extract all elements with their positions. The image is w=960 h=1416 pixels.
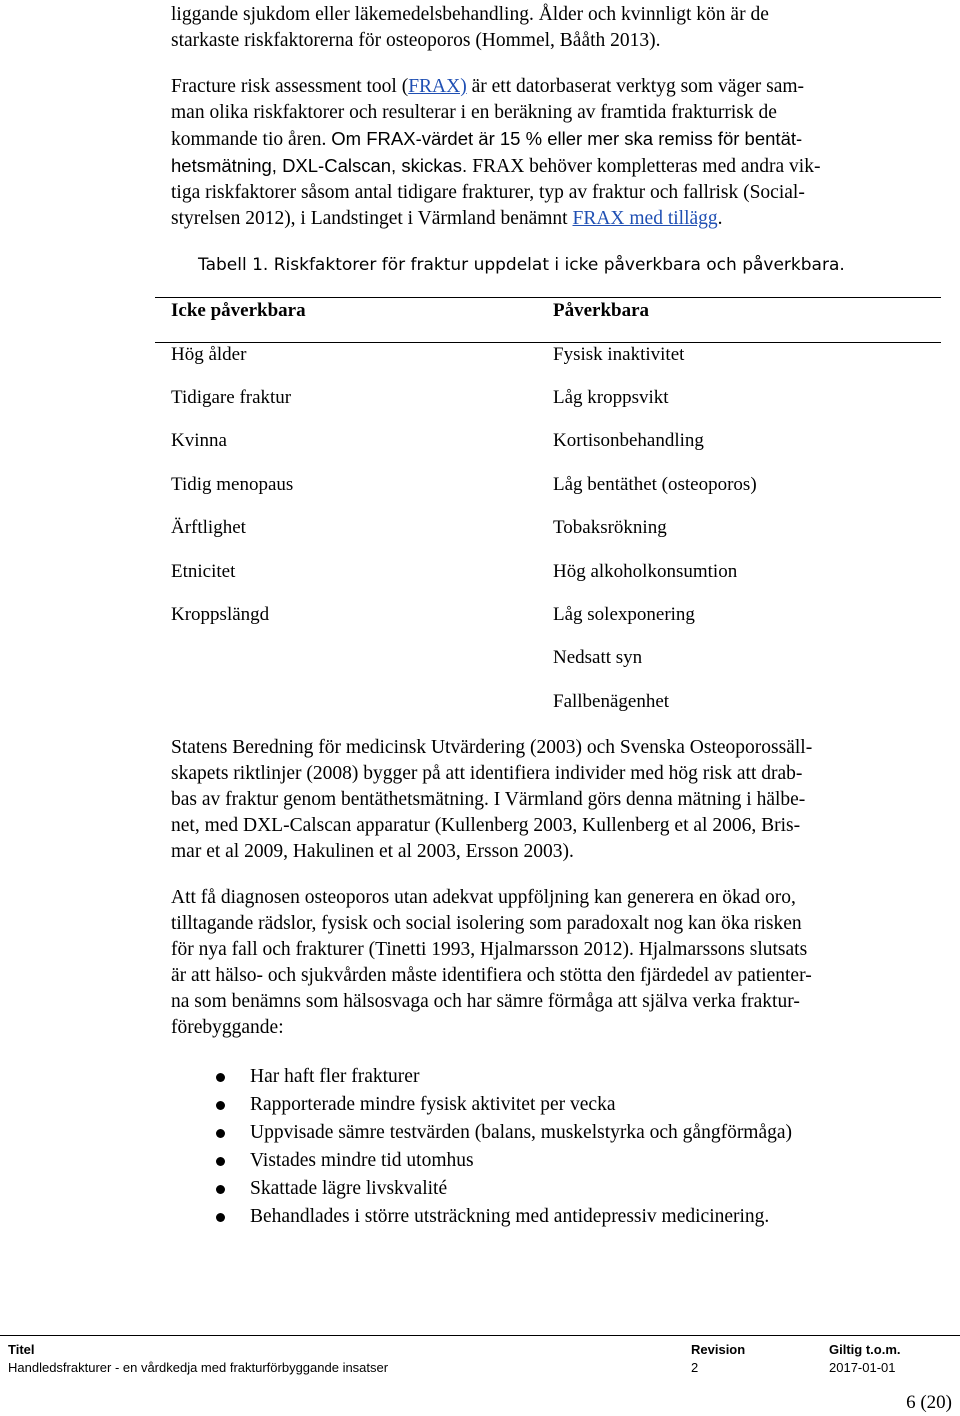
footer-rule [0,1335,960,1336]
table-cell: Fallbenägenhet [553,691,670,712]
text-line: skapets riktlinjer (2008) bygger på att identifiera individer med hög risk att drab- [171,763,803,784]
text-line: hetsmätning, DXL-Calscan, skickas. FRAX behöver kompletteras med andra vik- [171,155,821,177]
table-cell: Hög alkoholkonsumtion [553,561,738,582]
page-number: 6 (20) [906,1392,952,1413]
text-line: Att få diagnosen osteoporos utan adekvat uppföljning kan generera en ökad oro, [171,887,796,908]
table-header-left: Icke påverkbara [171,300,306,321]
list-item: Skattade lägre livskvalité [200,1175,792,1203]
text-line: Fracture risk assessment tool (FRAX) är ett datorbaserat verktyg som väger sam- [171,76,805,97]
sbu-paragraph [171,735,931,865]
bullet-icon [216,1157,225,1166]
text-line: mar et al 2009, Hakulinen et al 2003, Ersson 2003). [171,841,574,862]
table-cell: Kvinna [171,430,227,451]
text-line: är att hälso- och sjukvården måste identifiera och stötta den fjärdedel av patienter- [171,965,812,986]
diagnosis-paragraph [171,885,931,1041]
text-line: net, med DXL-Calscan apparatur (Kullenberg 2003, Kullenberg et al 2006, Bris- [171,815,801,836]
text-line: bas av fraktur genom bentäthetsmätning. I Värmland görs denna mätning i hälbe- [171,789,806,810]
bullet-icon [216,1185,225,1194]
table-caption: Tabell 1. Riskfaktorer för fraktur uppdelat i icke påverkbara och påverkbara. [198,255,845,275]
bullet-list [200,1063,792,1231]
footer-title-value: Handledsfrakturer - en vårdkedja med frakturförbyggande insatser [8,1360,389,1375]
text-line: starkaste riskfaktorerna för osteoporos (Hommel, Bååth 2013). [171,30,661,51]
table-cell: Fysisk inaktivitet [553,344,685,365]
frax-link[interactable]: FRAX) [408,76,467,97]
footer-valid-label: Giltig t.o.m. [829,1342,901,1357]
text-line: na som benämns som hälsosvaga och har sämre förmåga att själva verka fraktur- [171,991,800,1012]
frax-med-tillagg-link[interactable]: FRAX med tillägg [572,208,718,229]
text-line: man olika riskfaktorer och resulterar i en beräkning av framtida frakturrisk de [171,102,777,123]
footer-revision-label: Revision [691,1342,746,1357]
text-line: styrelsen 2012), i Landstinget i Värmland benämnt FRAX med tillägg. [171,208,723,229]
list-item: Rapporterade mindre fysisk aktivitet per vecka [200,1091,792,1119]
text-line: tiga riskfaktorer såsom antal tidigare frakturer, typ av fraktur och fallrisk (Social- [171,182,805,203]
table-cell: Nedsatt syn [553,647,643,668]
list-item: Uppvisade sämre testvärden (balans, muskelstyrka och gångförmåga) [200,1119,792,1147]
table-cell: Etnicitet [171,561,236,582]
bullet-icon [216,1213,225,1222]
table-cell: Tobaksrökning [553,517,667,538]
list-item: Vistades mindre tid utomhus [200,1147,792,1175]
table-cell: Ärftlighet [171,517,246,538]
bullet-icon [216,1073,225,1082]
text-line: kommande tio åren. Om FRAX-värdet är 15 % eller mer ska remiss för bentät- [171,128,803,150]
footer-title-label: Titel [8,1342,35,1357]
table-cell: Låg kroppsvikt [553,387,669,408]
footer-valid-value: 2017-01-01 [829,1360,896,1375]
bullet-icon [216,1129,225,1138]
table-cell: Låg bentäthet (osteoporos) [553,474,757,495]
text-line: Statens Beredning för medicinsk Utvärdering (2003) och Svenska Osteoporossäll- [171,737,813,758]
table-header-right: Påverkbara [553,300,650,321]
intro-paragraph [171,2,931,54]
text-line: för nya fall och frakturer (Tinetti 1993, Hjalmarsson 2012). Hjalmarssons slutsats [171,939,808,960]
table-cell: Tidigare fraktur [171,387,292,408]
text-line: liggande sjukdom eller läkemedelsbehandling. Ålder och kvinnligt kön är de [171,4,769,25]
table-cell: Kortisonbehandling [553,430,704,451]
footer-revision-value: 2 [691,1360,699,1375]
table-cell: Tidig menopaus [171,474,294,495]
list-item: Har haft fler frakturer [200,1063,792,1091]
table-cell: Låg solexponering [553,604,695,625]
table-header-rule [155,342,941,343]
table-cell: Hög ålder [171,344,247,365]
bullet-icon [216,1101,225,1110]
text-line: tilltagande rädslor, fysisk och social isolering som paradoxalt nog kan öka risken [171,913,802,934]
frax-paragraph [171,74,931,232]
table-top-rule [155,297,941,298]
text-line: förebyggande: [171,1017,284,1038]
table-cell: Kroppslängd [171,604,270,625]
list-item: Behandlades i större utsträckning med antidepressiv medicinering. [200,1203,792,1231]
